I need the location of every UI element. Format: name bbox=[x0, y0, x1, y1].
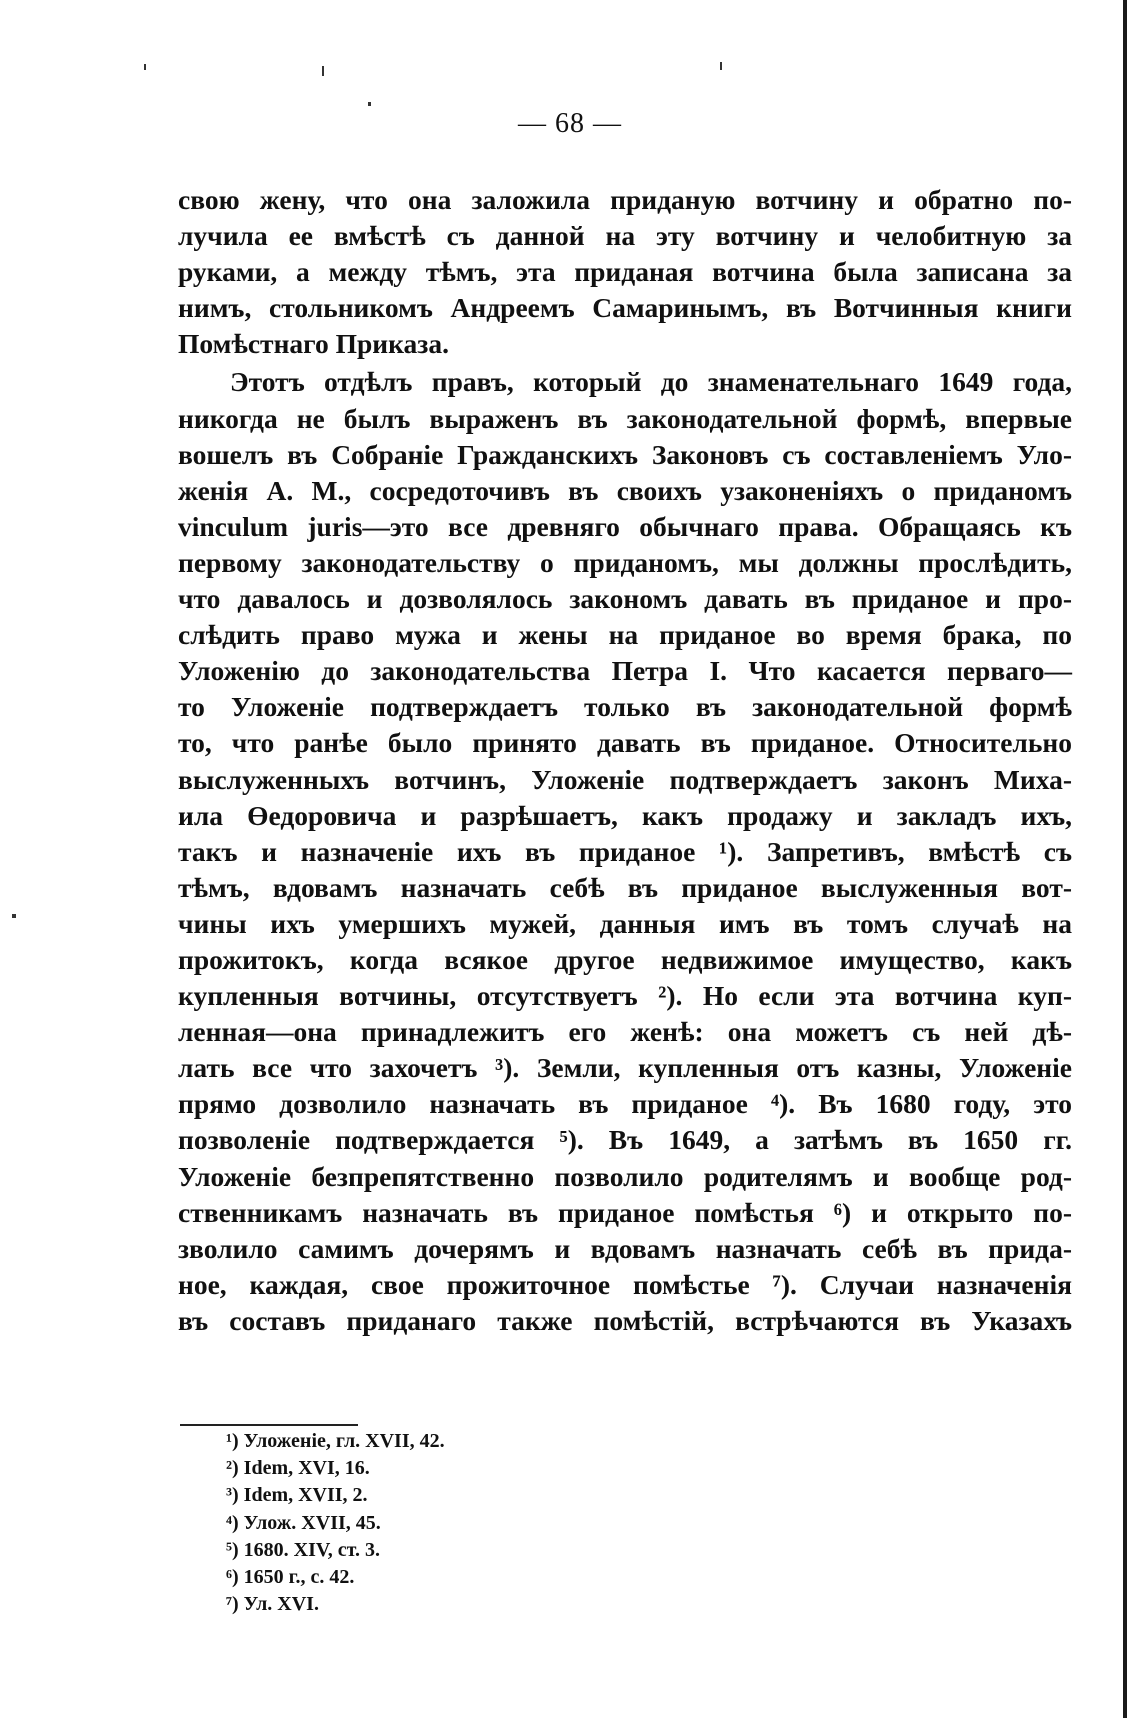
text-line: ное, каждая, свое прожиточное помѣстье ⁷). Случаи назначенія bbox=[178, 1268, 1072, 1300]
text-line: то Уложеніе подтверждаетъ только въ законодательной формѣ bbox=[178, 691, 1072, 723]
footnote bbox=[226, 1564, 445, 1591]
footnote-mark: ³) bbox=[226, 1484, 239, 1507]
footnote-text: Уложеніе, гл. XVII, 42. bbox=[243, 1430, 445, 1452]
text-line: лать все что захочетъ ³). Земли, купленныя отъ казны, Уложеніе bbox=[178, 1052, 1072, 1084]
text-line: vinculum juris—это все древняго обычнаго права. Обращаясь къ bbox=[178, 510, 1072, 542]
text-line: Уложенію до законодательства Петра I. Что касается перваго— bbox=[178, 655, 1072, 687]
binding-edge bbox=[1123, 0, 1127, 1718]
scan-speck bbox=[720, 62, 722, 70]
scan-speck bbox=[12, 914, 16, 918]
text-line: вошелъ въ Собраніе Гражданскихъ Законовъ съ составленіемъ Уло- bbox=[178, 438, 1072, 470]
text-line: ила Өедоровича и разрѣшаетъ, какъ продажу и закладъ ихъ, bbox=[178, 799, 1072, 831]
text-line: Уложеніе безпрепятственно позволило родителямъ и вообще род- bbox=[178, 1160, 1072, 1192]
footnote-rule bbox=[180, 1424, 358, 1426]
text-line: зволило самимъ дочерямъ и вдовамъ назначать себѣ въ прида- bbox=[178, 1232, 1072, 1264]
text-line: чины ихъ умершихъ мужей, данныя имъ въ томъ случаѣ на bbox=[178, 907, 1072, 939]
text-line: Помѣстнаго Приказа. bbox=[178, 328, 449, 360]
footnote bbox=[226, 1455, 445, 1482]
footnote-text: Idem, XVII, 2. bbox=[243, 1484, 368, 1507]
footnote bbox=[226, 1537, 445, 1564]
text-line: въ составъ приданаго также помѣстій, встрѣчаются въ Указахъ bbox=[178, 1304, 1072, 1336]
text-line: свою жену, что она заложила приданую вотчину и обратно по- bbox=[178, 184, 1072, 215]
footnote bbox=[226, 1428, 445, 1455]
footnote-text: 1680. XIV, ст. 3. bbox=[243, 1538, 380, 1561]
footnote-text: 1650 г., с. 42. bbox=[243, 1566, 355, 1589]
footnote-mark: ²) bbox=[226, 1457, 239, 1480]
text-line: первому законодательству о приданомъ, мы должны прослѣдить, bbox=[178, 546, 1072, 578]
text-line: то, что ранѣе было принято давать въ приданое. Относительно bbox=[178, 727, 1072, 759]
footnote-text: Ул. XVI. bbox=[243, 1593, 319, 1616]
body-text bbox=[178, 182, 1072, 1339]
text-line: прямо дозволило назначать въ приданое ⁴). Въ 1680 году, это bbox=[178, 1088, 1072, 1120]
footnote bbox=[226, 1482, 445, 1509]
text-line: тѣмъ, вдовамъ назначать себѣ въ приданое выслуженныя вот- bbox=[178, 871, 1072, 903]
page-number: — 68 — bbox=[518, 108, 622, 139]
footnotes bbox=[226, 1428, 445, 1618]
footnote-mark: ⁵) bbox=[226, 1538, 239, 1561]
text-line: женія А. М., сосредоточивъ въ своихъ узаконеніяхъ о приданомъ bbox=[178, 474, 1072, 506]
footnote-mark: ¹) bbox=[226, 1430, 239, 1452]
footnote-mark: ⁷) bbox=[226, 1593, 239, 1616]
text-line: ственникамъ назначать въ приданое помѣстья ⁶) и открыто по- bbox=[178, 1196, 1072, 1228]
footnote-text: Idem, XVI, 16. bbox=[243, 1457, 370, 1480]
text-line: ленная—она принадлежитъ его женѣ: она можетъ съ ней дѣ- bbox=[178, 1016, 1072, 1048]
scan-speck bbox=[322, 66, 324, 76]
text-line: выслуженныхъ вотчинъ, Уложеніе подтверждаетъ законъ Миха- bbox=[178, 763, 1072, 795]
text-line: слѣдить право мужа и жены на приданое во время брака, по bbox=[178, 619, 1072, 651]
text-line: Этотъ отдѣлъ правъ, который до знаменательнаго 1649 года, bbox=[230, 366, 1072, 398]
footnote-mark: ⁶) bbox=[226, 1566, 239, 1589]
text-line: что давалось и дозволялось закономъ давать въ приданое и про- bbox=[178, 583, 1072, 615]
text-line: прожитокъ, когда всякое другое недвижимое имущество, какъ bbox=[178, 943, 1072, 975]
text-line: нимъ, стольникомъ Андреемъ Самаринымъ, въ Вотчинныя книги bbox=[178, 292, 1072, 324]
text-line: лучила ее вмѣстѣ съ данной на эту вотчину и челобитную за bbox=[178, 220, 1072, 252]
footnote-mark: ⁴) bbox=[226, 1511, 239, 1534]
footnote bbox=[226, 1510, 445, 1537]
text-line: никогда не былъ выраженъ въ законодательной формѣ, впервые bbox=[178, 402, 1072, 434]
text-line: купленныя вотчины, отсутствуетъ ²). Но если эта вотчина куп- bbox=[178, 980, 1072, 1012]
scan-speck bbox=[144, 64, 146, 70]
footnote bbox=[226, 1591, 445, 1618]
footnote-text: Улож. XVII, 45. bbox=[243, 1511, 381, 1534]
scan-speck bbox=[368, 102, 371, 106]
text-line: руками, а между тѣмъ, эта приданая вотчина была записана за bbox=[178, 256, 1072, 288]
text-line: такъ и назначеніе ихъ въ приданое ¹). Запретивъ, вмѣстѣ съ bbox=[178, 835, 1072, 867]
text-line: позволеніе подтверждается ⁵). Въ 1649, а затѣмъ въ 1650 гг. bbox=[178, 1124, 1072, 1156]
